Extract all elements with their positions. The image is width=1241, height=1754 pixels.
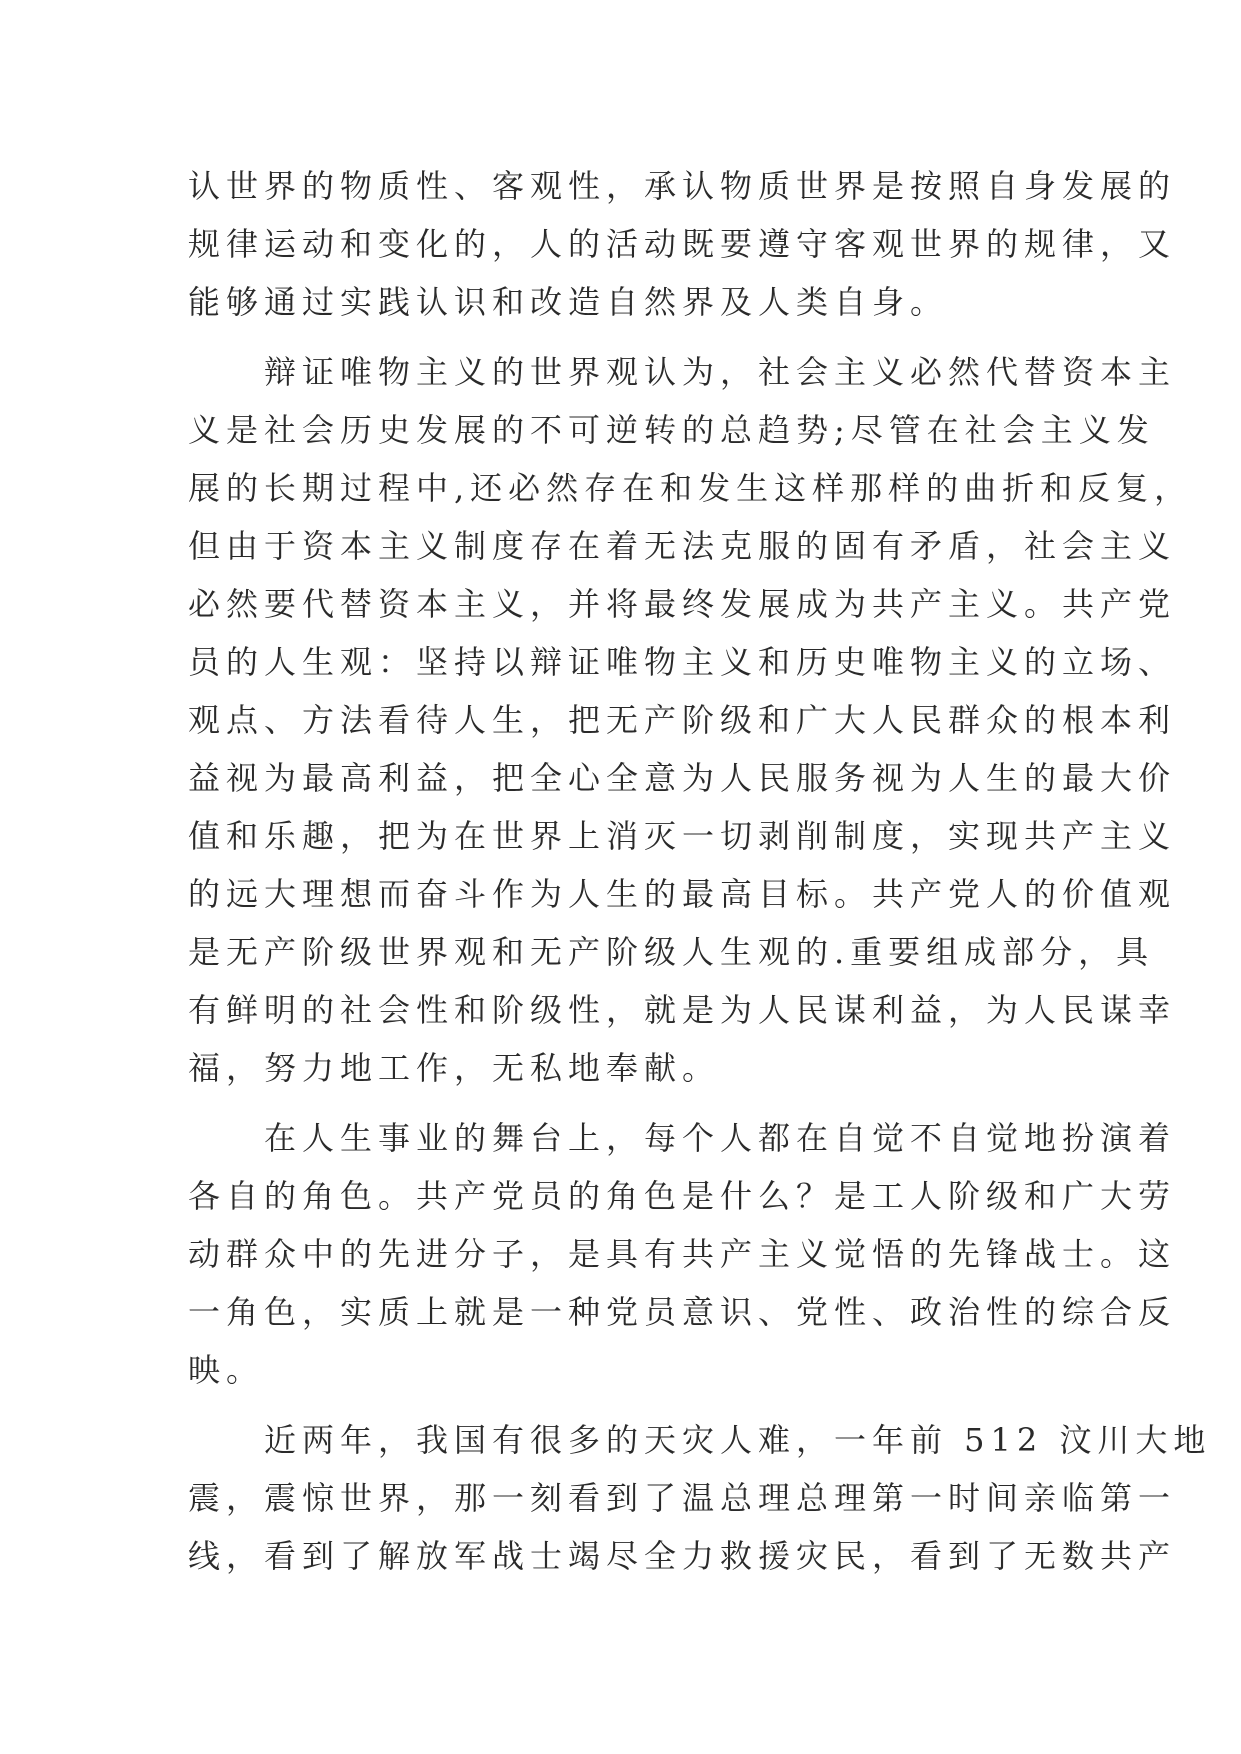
text-line: 但由于资本主义制度存在着无法克服的固有矛盾，社会主义 <box>188 527 1177 565</box>
paragraph-gap <box>188 331 1068 343</box>
body-text <box>188 157 1212 1585</box>
text-line: 认世界的物质性、客观性，承认物质世界是按照自身发展的 <box>188 167 1177 205</box>
text-line: 值和乐趣，把为在世界上消灭一切剥削制度，实现共产主义 <box>188 817 1177 855</box>
text-line: 映。 <box>188 1351 265 1389</box>
paragraph-2 <box>188 343 1193 1097</box>
text-line: 能够通过实践认识和改造自然界及人类自身。 <box>188 283 949 321</box>
paragraph-3 <box>188 1109 1177 1399</box>
text-line: 近两年，我国有很多的天灾人难，一年前 512 汶川大地 <box>188 1421 1212 1459</box>
text-line: 动群众中的先进分子，是具有共产主义觉悟的先锋战士。这 <box>188 1235 1177 1273</box>
paragraph-gap <box>188 1097 1068 1109</box>
text-line: 是无产阶级世界观和无产阶级人生观的.重要组成部分，具 <box>188 933 1155 971</box>
paragraph-4 <box>188 1411 1212 1585</box>
text-line: 义是社会历史发展的不可逆转的总趋势;尽管在社会主义发 <box>188 411 1155 449</box>
text-line: 一角色，实质上就是一种党员意识、党性、政治性的综合反 <box>188 1293 1177 1331</box>
text-line: 辩证唯物主义的世界观认为，社会主义必然代替资本主 <box>188 353 1177 391</box>
text-line: 益视为最高利益，把全心全意为人民服务视为人生的最大价 <box>188 759 1177 797</box>
text-line: 在人生事业的舞台上，每个人都在自觉不自觉地扮演着 <box>188 1119 1177 1157</box>
paragraph-1 <box>188 157 1177 331</box>
paragraph-gap <box>188 1399 1068 1411</box>
text-line: 展的长期过程中,还必然存在和发生这样那样的曲折和反复， <box>188 469 1193 507</box>
text-line: 规律运动和变化的，人的活动既要遵守客观世界的规律，又 <box>188 225 1177 263</box>
text-line: 线，看到了解放军战士竭尽全力救援灾民，看到了无数共产 <box>188 1537 1177 1575</box>
text-line: 各自的角色。共产党员的角色是什么？是工人阶级和广大劳 <box>188 1177 1177 1215</box>
text-line: 必然要代替资本主义，并将最终发展成为共产主义。共产党 <box>188 585 1177 623</box>
text-line: 震，震惊世界，那一刻看到了温总理总理第一时间亲临第一 <box>188 1479 1177 1517</box>
text-line: 的远大理想而奋斗作为人生的最高目标。共产党人的价值观 <box>188 875 1177 913</box>
text-line: 观点、方法看待人生，把无产阶级和广大人民群众的根本利 <box>188 701 1177 739</box>
text-line: 员的人生观：坚持以辩证唯物主义和历史唯物主义的立场、 <box>188 643 1177 681</box>
text-line: 福，努力地工作，无私地奉献。 <box>188 1049 721 1087</box>
text-line: 有鲜明的社会性和阶级性，就是为人民谋利益，为人民谋幸 <box>188 991 1177 1029</box>
